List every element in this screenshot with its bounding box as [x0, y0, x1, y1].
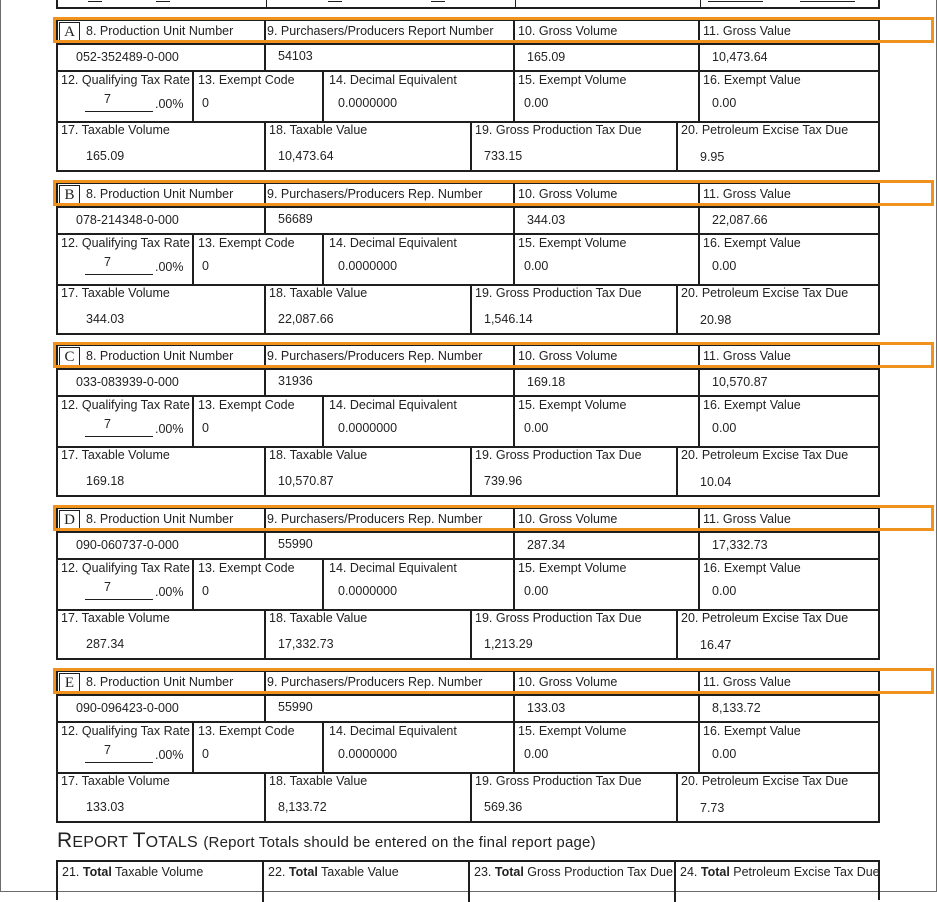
decimal-equivalent-field[interactable]: 14. Decimal Equivalent 0.0000000: [329, 561, 457, 598]
gross-production-tax-field[interactable]: 19. Gross Production Tax Due 1,213.29: [475, 611, 642, 651]
production-unit-field[interactable]: 052-352489-0-000: [76, 50, 179, 64]
gross-value-label: 11. Gross Value: [703, 512, 791, 526]
taxable-volume-field[interactable]: 17. Taxable Volume 287.34: [61, 611, 170, 651]
gross-volume-label: 10. Gross Volume: [518, 24, 618, 38]
production-unit-section-e: [56, 670, 880, 823]
gross-value-label: 11. Gross Value: [703, 187, 791, 201]
gross-volume-label: 10. Gross Volume: [518, 675, 618, 689]
exempt-code-field[interactable]: 13. Exempt Code 0: [198, 73, 295, 110]
gross-production-tax-field[interactable]: 19. Gross Production Tax Due 569.36: [475, 774, 642, 814]
production-unit-label: 8. Production Unit Number: [86, 187, 234, 201]
decimal-equivalent-field[interactable]: 14. Decimal Equivalent 0.0000000: [329, 236, 457, 273]
gross-volume-field[interactable]: 287.34: [527, 538, 566, 552]
exempt-volume-field[interactable]: 15. Exempt Volume 0.00: [518, 398, 627, 435]
report-number-field[interactable]: 55990: [278, 700, 313, 714]
taxable-value-field[interactable]: 18. Taxable Value 22,087.66: [269, 286, 368, 326]
taxable-volume-field[interactable]: 17. Taxable Volume 165.09: [61, 123, 170, 163]
exempt-value-field[interactable]: 16. Exempt Value 0.00: [703, 561, 801, 598]
gross-volume-label: 10. Gross Volume: [518, 512, 618, 526]
section-table: [56, 182, 880, 335]
petroleum-excise-tax-field[interactable]: 20. Petroleum Excise Tax Due 9.95: [681, 123, 849, 164]
qualifying-tax-rate-field[interactable]: 12. Qualifying Tax Rate 7 .00%: [61, 398, 191, 436]
grid-line: [85, 274, 153, 275]
gross-value-field[interactable]: 8,133.72: [712, 701, 761, 715]
total-taxable-value-field[interactable]: 22. Total Taxable Value: [264, 862, 470, 902]
exempt-volume-field[interactable]: 15. Exempt Volume 0.00: [518, 236, 627, 273]
exempt-value-field[interactable]: 16. Exempt Value 0.00: [703, 398, 801, 435]
exempt-code-field[interactable]: 13. Exempt Code 0: [198, 561, 295, 598]
gross-value-label: 11. Gross Value: [703, 349, 791, 363]
exempt-value-field[interactable]: 16. Exempt Value 0.00: [703, 724, 801, 761]
gross-production-tax-field[interactable]: 19. Gross Production Tax Due 733.15: [475, 123, 642, 163]
gross-volume-field[interactable]: 169.18: [527, 375, 566, 389]
grid-line: [85, 436, 153, 437]
taxable-value-field[interactable]: 18. Taxable Value 10,473.64: [269, 123, 368, 163]
production-unit-label: 8. Production Unit Number: [86, 349, 234, 363]
gross-value-field[interactable]: 10,473.64: [712, 50, 768, 64]
production-unit-field[interactable]: 033-083939-0-000: [76, 375, 179, 389]
taxable-volume-field[interactable]: 17. Taxable Volume 344.03: [61, 286, 170, 326]
previous-section-bottom: [56, 0, 880, 9]
taxable-value-field[interactable]: 18. Taxable Value 10,570.87: [269, 448, 368, 488]
petroleum-excise-tax-field[interactable]: 20. Petroleum Excise Tax Due 20.98: [681, 286, 849, 327]
report-totals-table: [56, 860, 880, 900]
section-letter: A: [59, 22, 80, 43]
grid-line: [85, 599, 153, 600]
production-unit-section-c: [56, 344, 880, 497]
qualifying-tax-rate-field[interactable]: 12. Qualifying Tax Rate 7 .00%: [61, 236, 191, 274]
gross-value-label: 11. Gross Value: [703, 675, 791, 689]
section-letter: B: [59, 185, 80, 206]
section-table: [56, 344, 880, 497]
exempt-volume-field[interactable]: 15. Exempt Volume 0.00: [518, 561, 627, 598]
petroleum-excise-tax-field[interactable]: 20. Petroleum Excise Tax Due 10.04: [681, 448, 849, 489]
grid-line: [85, 762, 153, 763]
report-number-field[interactable]: 55990: [278, 537, 313, 551]
section-letter: E: [59, 673, 80, 694]
gross-value-label: 11. Gross Value: [703, 24, 791, 38]
taxable-volume-field[interactable]: 17. Taxable Volume 133.03: [61, 774, 170, 814]
decimal-equivalent-field[interactable]: 14. Decimal Equivalent 0.0000000: [329, 724, 457, 761]
report-number-label: 9. Purchasers/Producers Rep. Number: [267, 512, 483, 526]
section-table: [56, 670, 880, 823]
total-gross-production-tax-field[interactable]: 23. Total Gross Production Tax Due: [470, 862, 676, 902]
qualifying-tax-rate-field[interactable]: 12. Qualifying Tax Rate 7 .00%: [61, 724, 191, 762]
production-unit-field[interactable]: 090-096423-0-000: [76, 701, 179, 715]
production-unit-label: 8. Production Unit Number: [86, 512, 234, 526]
production-unit-section-b: [56, 182, 880, 335]
exempt-value-field[interactable]: 16. Exempt Value 0.00: [703, 236, 801, 273]
total-petroleum-excise-tax-field[interactable]: 24. Total Petroleum Excise Tax Due: [680, 865, 880, 879]
gross-value-field[interactable]: 22,087.66: [712, 213, 768, 227]
qualifying-tax-rate-field[interactable]: 12. Qualifying Tax Rate 7 .00%: [61, 73, 191, 111]
section-table: [56, 507, 880, 660]
gross-volume-label: 10. Gross Volume: [518, 187, 618, 201]
exempt-volume-field[interactable]: 15. Exempt Volume 0.00: [518, 724, 627, 761]
report-number-label: 9. Purchasers/Producers Rep. Number: [267, 349, 483, 363]
gross-volume-field[interactable]: 344.03: [527, 213, 566, 227]
production-unit-field[interactable]: 078-214348-0-000: [76, 213, 179, 227]
total-taxable-volume-field[interactable]: 21. Total Taxable Volume: [58, 862, 264, 902]
report-number-label: 9. Purchasers/Producers Report Number: [267, 24, 494, 38]
report-number-field[interactable]: 56689: [278, 212, 313, 226]
section-letter: D: [59, 510, 80, 531]
exempt-code-field[interactable]: 13. Exempt Code 0: [198, 398, 295, 435]
section-letter: C: [59, 347, 80, 368]
section-table: [56, 19, 880, 172]
report-number-field[interactable]: 54103: [278, 49, 313, 63]
gross-value-field[interactable]: 10,570.87: [712, 375, 768, 389]
taxable-value-field[interactable]: 18. Taxable Value 17,332.73: [269, 611, 368, 651]
production-unit-section-d: [56, 507, 880, 660]
taxable-volume-field[interactable]: 17. Taxable Volume 169.18: [61, 448, 170, 488]
decimal-equivalent-field[interactable]: 14. Decimal Equivalent 0.0000000: [329, 398, 457, 435]
gross-production-tax-field[interactable]: 19. Gross Production Tax Due 739.96: [475, 448, 642, 488]
exempt-code-field[interactable]: 13. Exempt Code 0: [198, 236, 295, 273]
production-unit-label: 8. Production Unit Number: [86, 24, 234, 38]
exempt-volume-field[interactable]: 15. Exempt Volume 0.00: [518, 73, 627, 110]
qualifying-tax-rate-field[interactable]: 12. Qualifying Tax Rate 7 .00%: [61, 561, 191, 599]
exempt-value-field[interactable]: 16. Exempt Value 0.00: [703, 73, 801, 110]
production-unit-section-a: [56, 19, 880, 172]
decimal-equivalent-field[interactable]: 14. Decimal Equivalent 0.0000000: [329, 73, 457, 110]
grid-line: [85, 111, 153, 112]
gross-volume-field[interactable]: 165.09: [527, 50, 566, 64]
gross-production-tax-field[interactable]: 19. Gross Production Tax Due 1,546.14: [475, 286, 642, 326]
gross-volume-label: 10. Gross Volume: [518, 349, 618, 363]
report-number-field[interactable]: 31936: [278, 374, 313, 388]
report-number-label: 9. Purchasers/Producers Rep. Number: [267, 187, 483, 201]
report-totals-heading: REPORT TOTALS (Report Totals should be entered on the final report page): [57, 829, 596, 852]
petroleum-excise-tax-field[interactable]: 20. Petroleum Excise Tax Due 16.47: [681, 611, 849, 652]
petroleum-excise-tax-field[interactable]: 20. Petroleum Excise Tax Due 7.73: [681, 774, 849, 815]
taxable-value-field[interactable]: 18. Taxable Value 8,133.72: [269, 774, 368, 814]
report-number-label: 9. Purchasers/Producers Rep. Number: [267, 675, 483, 689]
production-unit-label: 8. Production Unit Number: [86, 675, 234, 689]
report-totals-note: (Report Totals should be entered on the final report page): [203, 834, 596, 851]
exempt-code-field[interactable]: 13. Exempt Code 0: [198, 724, 295, 761]
production-unit-field[interactable]: 090-060737-0-000: [76, 538, 179, 552]
gross-volume-field[interactable]: 133.03: [527, 701, 566, 715]
gross-value-field[interactable]: 17,332.73: [712, 538, 768, 552]
